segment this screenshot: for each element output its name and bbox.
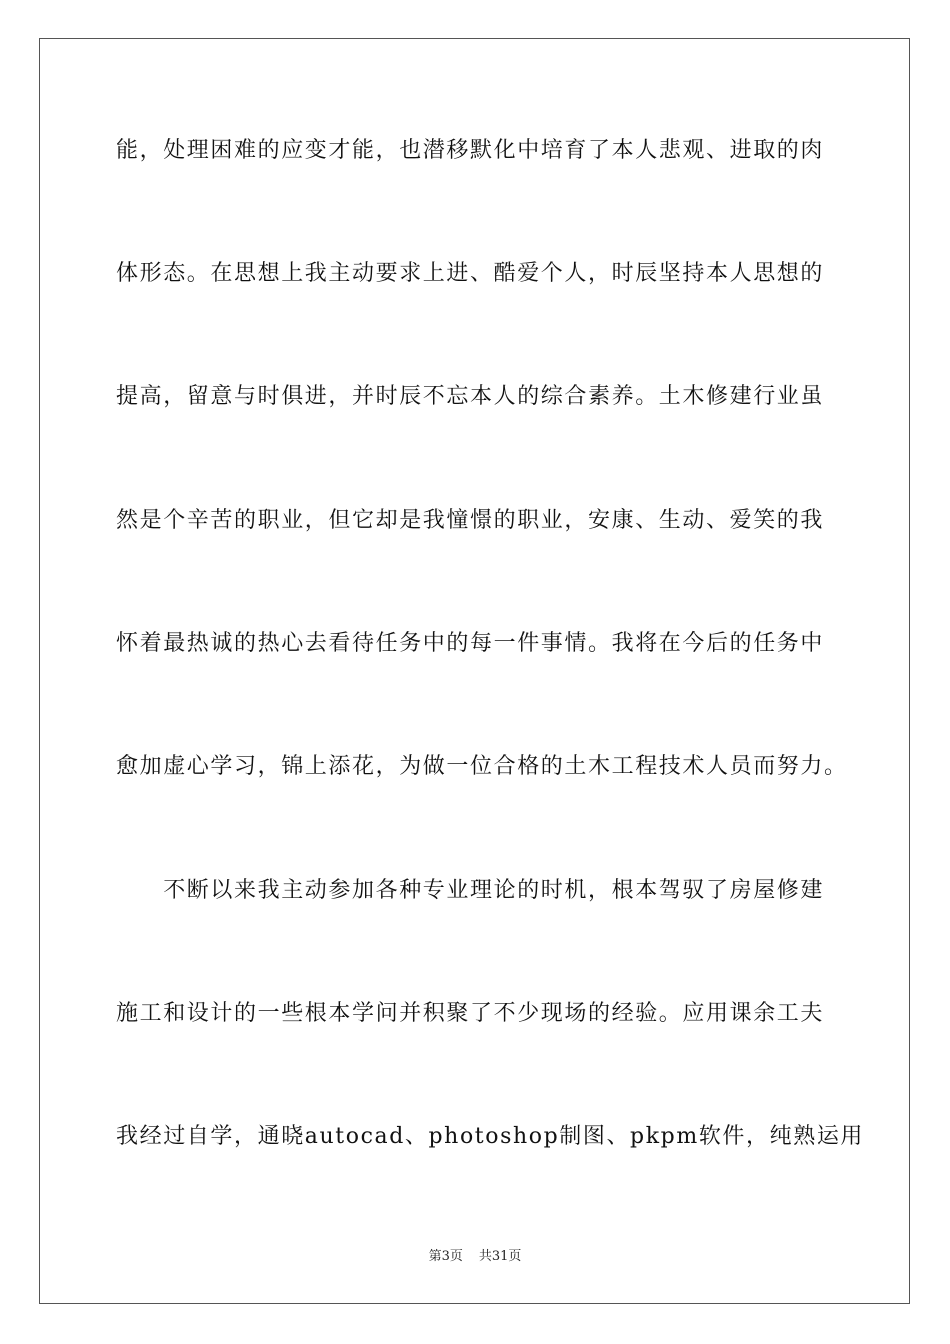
page-border [39,38,910,1304]
body-text-line: 体形态。在思想上我主动要求上进、酷爱个人，时辰坚持本人思想的 [116,261,825,286]
body-text-line: 愈加虚心学习，锦上添花，为做一位合格的土木工程技术人员而努力。 [116,754,848,779]
body-text-line: 施工和设计的一些根本学问并积聚了不少现场的经验。应用课余工夫 [116,1001,825,1026]
body-text-line: 能，处理困难的应变才能，也潜移默化中培育了本人悲观、进取的肉 [116,138,825,163]
body-text-line: 提高，留意与时俱进，并时辰不忘本人的综合素养。土木修建行业虽 [116,384,825,409]
body-text-line: 然是个辛苦的职业，但它却是我憧憬的职业，安康、生动、爱笑的我 [116,508,825,533]
page-total: 共31页 [478,1249,522,1264]
page-number: 第3页 [428,1249,463,1264]
body-text-line: 怀着最热诚的热心去看待任务中的每一件事情。我将在今后的任务中 [116,631,825,656]
page-footer [0,1248,950,1266]
body-text-line: 我经过自学，通晓autocad、photoshop制图、pkpm软件，纯熟运用 [116,1124,865,1149]
body-text-line: 不断以来我主动参加各种专业理论的时机，根本驾驭了房屋修建 [116,878,825,903]
